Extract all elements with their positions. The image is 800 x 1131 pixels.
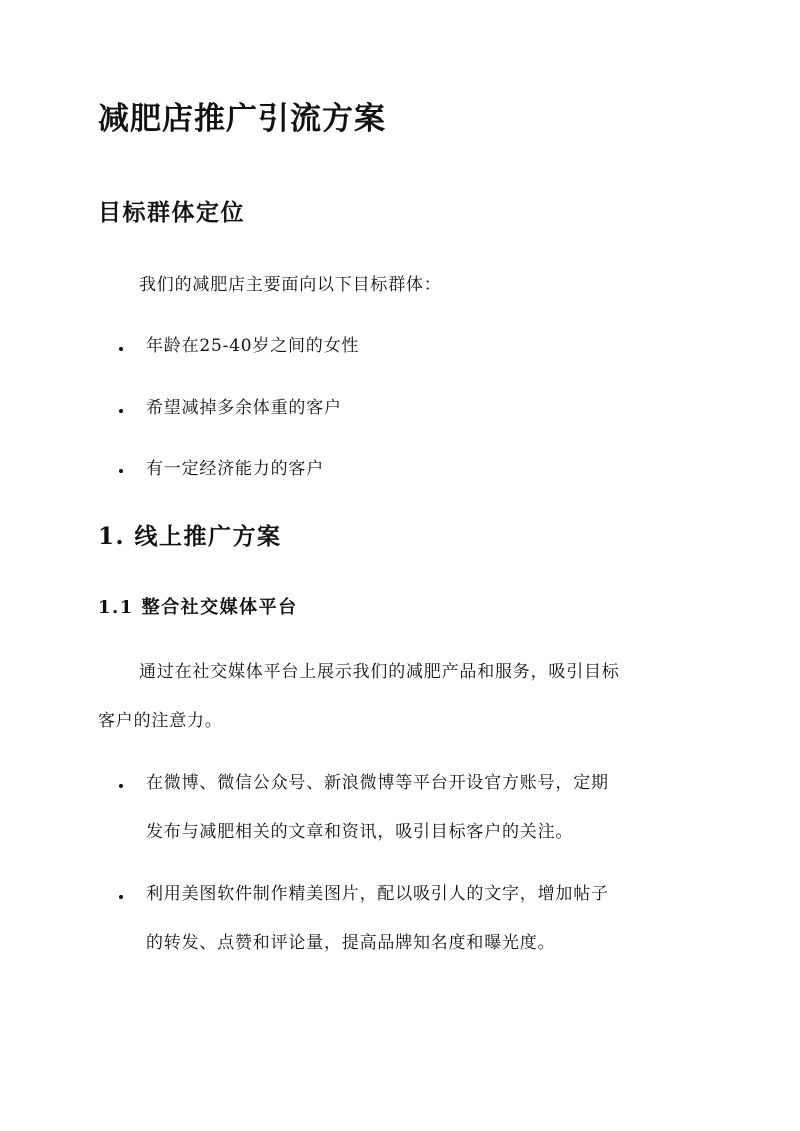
bullet-dot-icon <box>119 469 123 473</box>
social-media-paragraph-line2: 客户的注意力。 <box>98 711 223 731</box>
heading-online-promotion: 1. 线上推广方案 <box>98 523 282 550</box>
target-intro-text: 我们的减肥店主要面向以下目标群体： <box>139 275 442 295</box>
list-item: 希望减掉多余体重的客户 <box>146 398 342 418</box>
bullet-dot-icon <box>119 784 123 788</box>
page-title: 减肥店推广引流方案 <box>98 101 386 137</box>
list-item: 年龄在25-40岁之间的女性 <box>146 336 360 356</box>
social-media-paragraph-line1: 通过在社交媒体平台上展示我们的减肥产品和服务，吸引目标 <box>139 662 620 682</box>
heading-target-group: 目标群体定位 <box>98 199 245 226</box>
bullet-dot-icon <box>119 895 123 899</box>
bullet-dot-icon <box>119 409 123 413</box>
list-item-continuation: 发布与减肥相关的文章和资讯，吸引目标客户的关注。 <box>146 822 574 842</box>
heading-social-media: 1.1 整合社交媒体平台 <box>98 597 298 618</box>
list-item: 有一定经济能力的客户 <box>146 459 324 479</box>
list-item: 在微博、微信公众号、新浪微博等平台开设官方账号，定期 <box>146 773 609 793</box>
list-item: 利用美图软件制作精美图片，配以吸引人的文字，增加帖子 <box>146 884 609 904</box>
bullet-dot-icon <box>119 347 123 351</box>
list-item-continuation: 的转发、点赞和评论量，提高品牌知名度和曝光度。 <box>146 933 556 953</box>
